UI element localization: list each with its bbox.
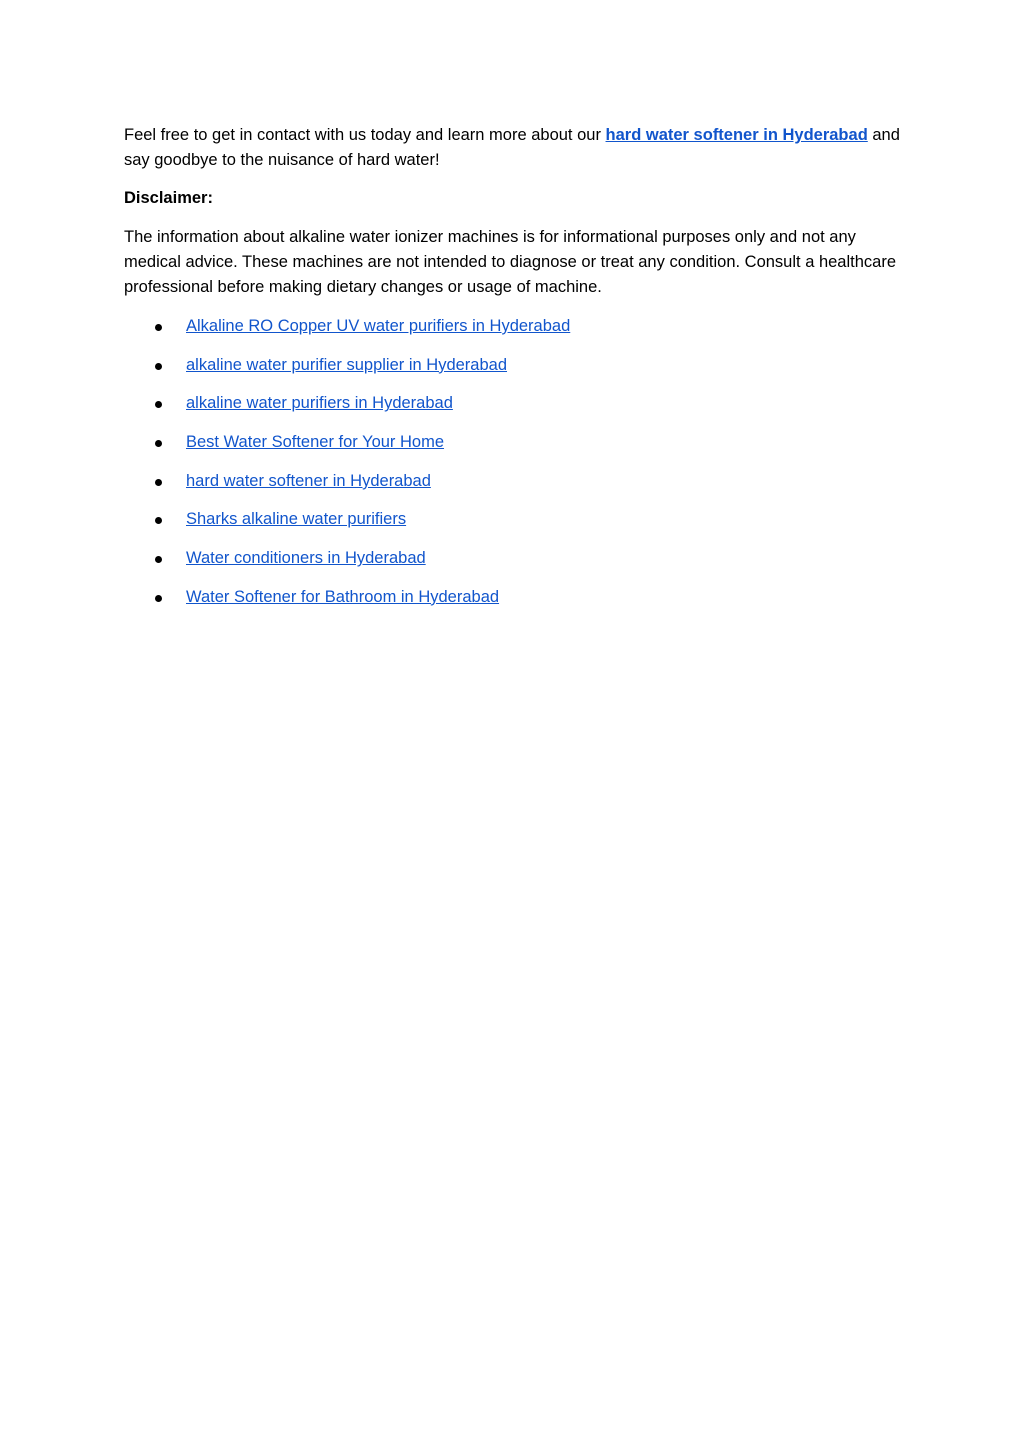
related-link[interactable]: Water conditioners in Hyderabad [186, 549, 426, 568]
intro-text-before: Feel free to get in contact with us today and learn more about our [124, 126, 606, 144]
bullet-icon [155, 401, 162, 408]
bullet-icon [155, 556, 162, 563]
related-link[interactable]: alkaline water purifier supplier in Hyderabad [186, 355, 508, 374]
list-item [124, 546, 914, 585]
list-item [124, 507, 914, 546]
related-link[interactable]: Water Softener for Bathroom in Hyderabad [186, 587, 500, 606]
bullet-icon [155, 595, 162, 602]
document-page [124, 123, 914, 624]
related-link[interactable]: hard water softener in Hyderabad [186, 471, 431, 490]
hard-water-softener-link[interactable]: hard water softener in Hyderabad [605, 126, 868, 144]
list-item [124, 585, 914, 624]
list-item [124, 430, 914, 469]
related-link[interactable]: Sharks alkaline water purifiers [186, 510, 407, 529]
intro-text-after: and say goodbye to the nuisance of hard water! [124, 126, 900, 169]
list-item [124, 353, 914, 392]
list-item [124, 391, 914, 430]
bullet-icon [155, 479, 162, 486]
list-item [124, 314, 914, 353]
related-links-list [124, 314, 914, 624]
related-link[interactable]: alkaline water purifiers in Hyderabad [186, 394, 453, 413]
disclaimer-paragraph: The information about alkaline water ionizer machines is for informational purposes only and not any medical advice. These machines are not intended to diagnose or treat any condition. Consult a healthcare professional before making dietary changes or usage of machine. [124, 228, 897, 296]
related-link[interactable]: Best Water Softener for Your Home [186, 433, 445, 452]
list-item [124, 469, 914, 508]
bullet-icon [155, 324, 162, 331]
bullet-icon [155, 440, 162, 447]
related-link[interactable]: Alkaline RO Copper UV water purifiers in Hyderabad [186, 317, 571, 335]
disclaimer-heading: Disclaimer: [124, 189, 213, 207]
bullet-icon [155, 517, 162, 524]
bullet-icon [155, 363, 162, 370]
intro-paragraph [124, 123, 914, 173]
